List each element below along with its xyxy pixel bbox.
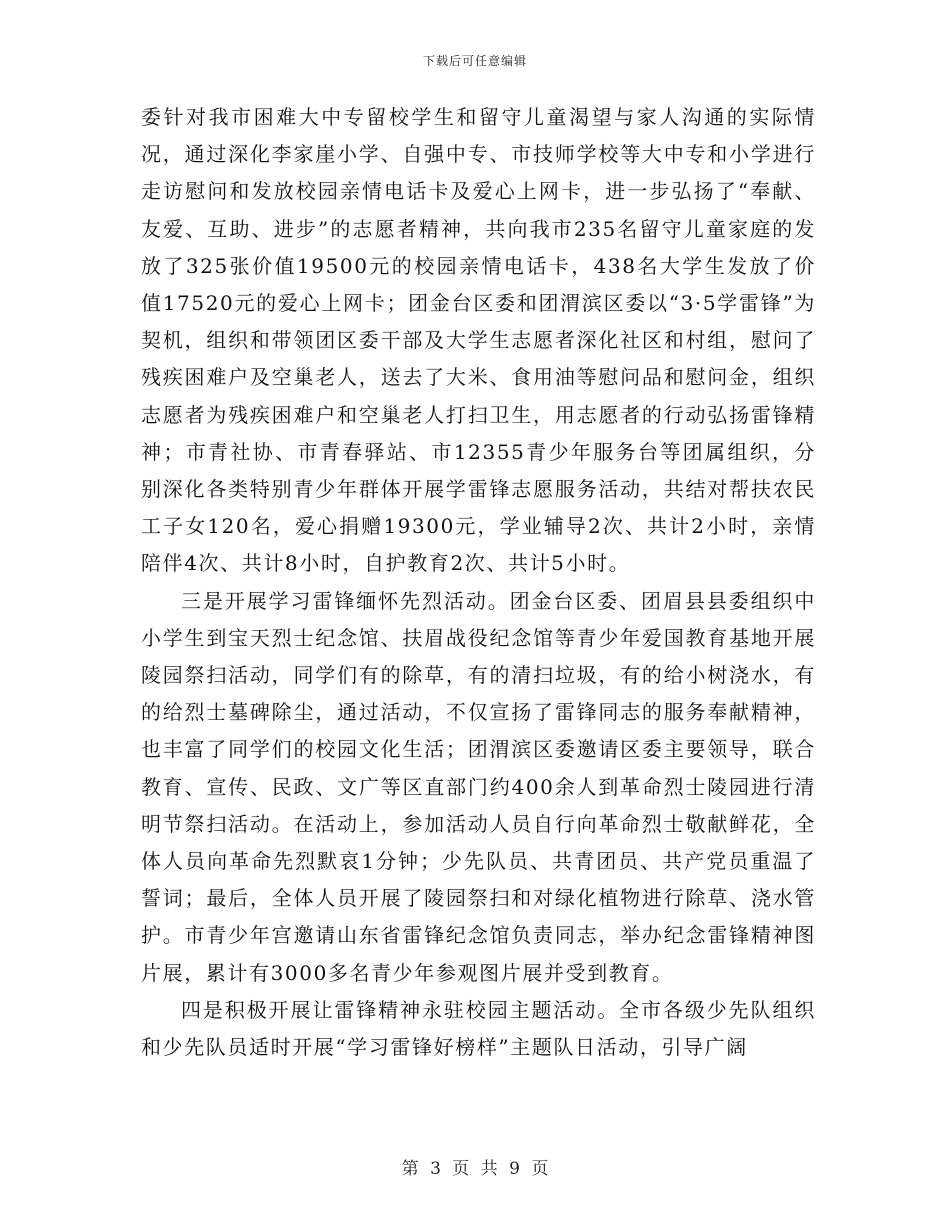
page-number-footer: 第 3 页 共 9 页 (401, 1159, 549, 1179)
paragraph-section-four: 四是积极开展让雷锋精神永驻校园主题活动。全市各级少先队组织和少先队员适时开展“学习雷锋好榜样”主题队日活动，引导广阔 (141, 997, 816, 1060)
paragraph-section-three: 三是开展学习雷锋缅怀先烈活动。团金台区委、团眉县县委组织中小学生到宝天烈士纪念馆、扶眉战役纪念馆等青少年爱国教育基地开展陵园祭扫活动，同学们有的除草，有的清扫垃圾，有的给小树浇水，有的给烈士墓碑除尘，通过活动，不仅宣扬了雷锋同志的服务奉献精神，也丰富了同学们的校园文化生活；团渭滨区委邀请区委主要领导，联合教育、宣传、民政、文广等区直部门约400余人到革命烈士陵园进行清明节祭扫活动。在活动上，参加活动人员自行向革命烈士敬献鲜花，全体人员向革命先烈默哀1分钟；少先队员、共青团员、共产党员重温了誓词；最后，全体人员开展了陵园祭扫和对绿化植物进行除草、浇水管护。市青少年宫邀请山东省雷锋纪念馆负责同志，举办纪念雷锋精神图片展，累计有3000多名青少年参观图片展并受到教育。 (141, 588, 816, 985)
paragraph-continuation: 委针对我市困难大中专留校学生和留守儿童渴望与家人沟通的实际情况，通过深化李家崖小学、自强中专、市技师学校等大中专和小学进行走访慰问和发放校园亲情电话卡及爱心上网卡，进一步弘扬了“奉献、友爱、互助、进步”的志愿者精神，共向我市235名留守儿童家庭的发放了325张价值19500元的校园亲情电话卡，438名大学生发放了价值17520元的爱心上网卡；团金台区委和团渭滨区委以“3·5学雷锋”为契机，组织和带领团区委干部及大学生志愿者深化社区和村组，慰问了残疾困难户及空巢老人，送去了大米、食用油等慰问品和慰问金，组织志愿者为残疾困难户和空巢老人打扫卫生，用志愿者的行动弘扬雷锋精神；市青社协、市青春驿站、市12355青少年服务台等团属组织，分别深化各类特别青少年群体开展学雷锋志愿服务活动，共结对帮扶农民工子女120名，爱心捐赠19300元，学业辅导2次、共计2小时，亲情陪伴4次、共计8小时，自护教育2次、共计5小时。 (141, 105, 816, 576)
document-body (141, 99, 816, 1066)
page-header: 下载后可任意编辑 (422, 54, 527, 68)
